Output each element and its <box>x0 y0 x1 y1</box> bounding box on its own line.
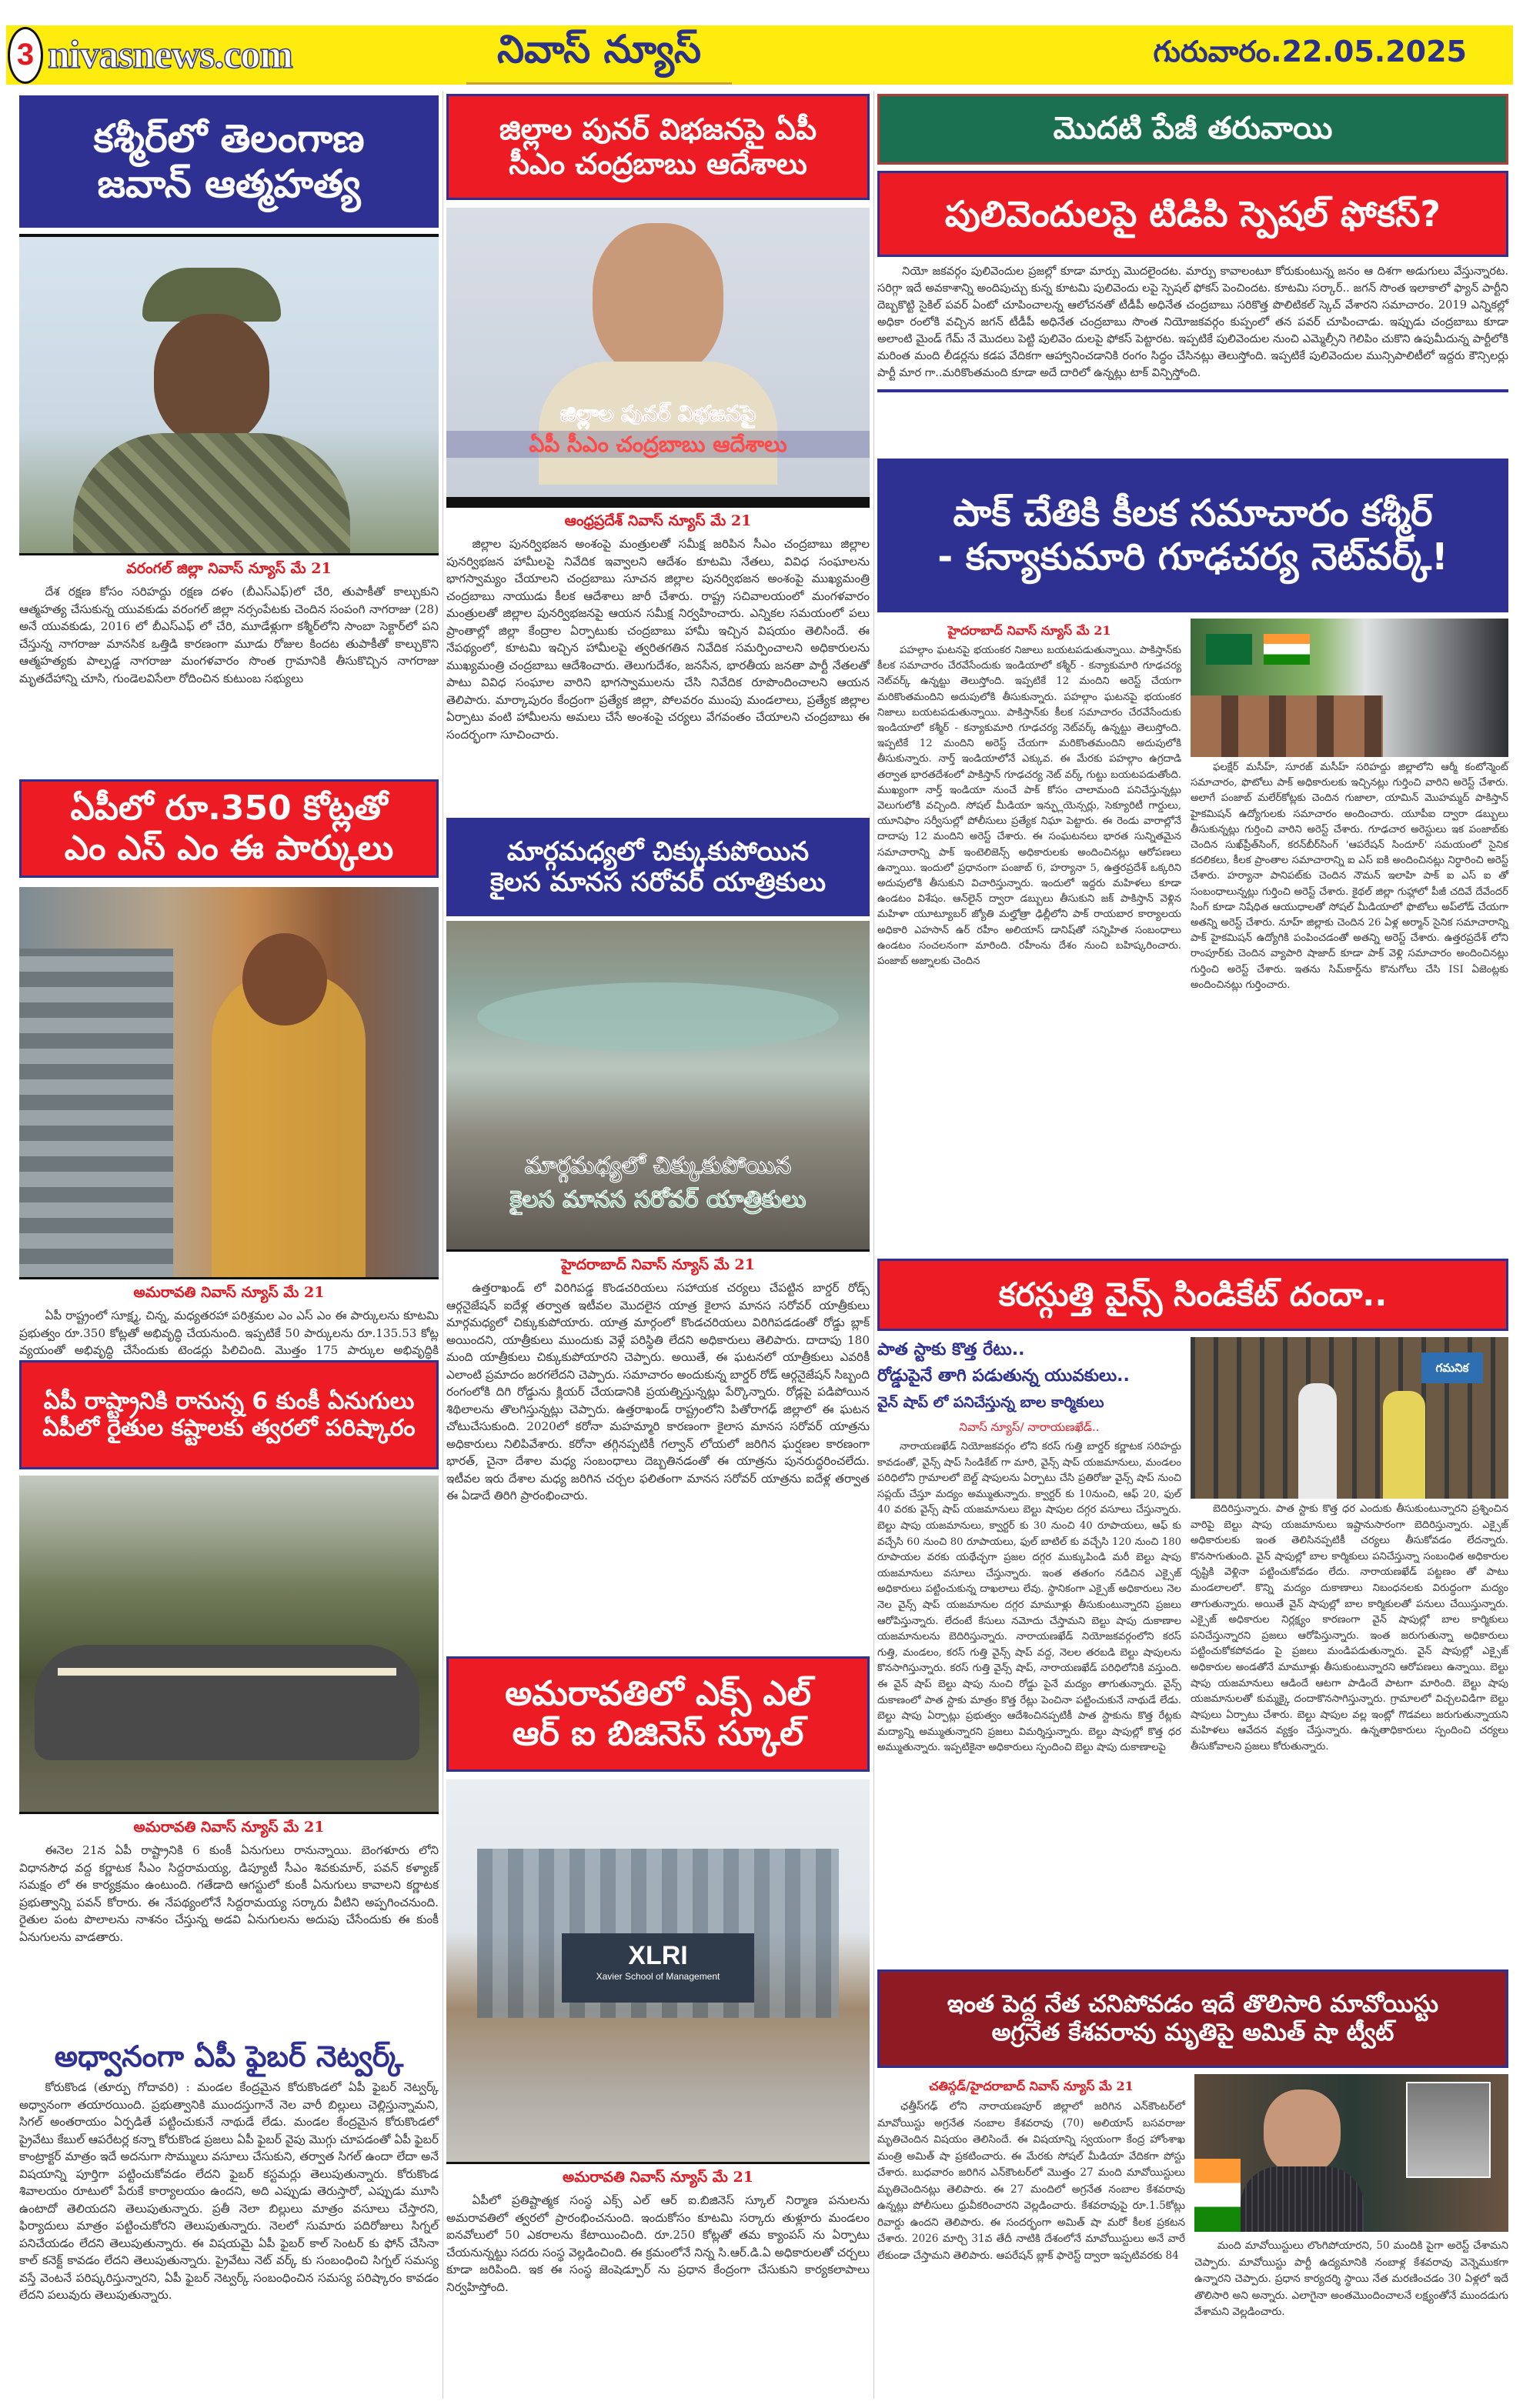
headline-line: మార్గమధ్యలో చిక్కుకుపోయిన <box>506 835 810 867</box>
article-body <box>877 2099 1185 2264</box>
article-kailash <box>446 818 870 1505</box>
front-page-continued-banner: మొదటి పేజీ తరువాయి <box>877 94 1508 165</box>
face-shape <box>154 314 269 445</box>
dateline: హైదరాబాద్ నివాస్ న్యూస్ మే 21 <box>947 623 1111 638</box>
machine-shape <box>19 949 173 1279</box>
headline <box>19 779 439 878</box>
photo-workers <box>19 887 439 1279</box>
dateline: చతిస్గడ్/హైదరాబాద్ నివాస్ న్యూస్ మే 21 <box>929 2079 1134 2093</box>
article-maoist <box>877 1969 1508 2321</box>
boy-shape <box>1383 1391 1425 1499</box>
headline: పులివెందులపై టిడిపి స్పెషల్ ఫోకస్? <box>877 171 1508 257</box>
vest-shape <box>1241 2166 1364 2232</box>
article-districts <box>446 94 870 743</box>
headline <box>446 94 870 200</box>
article-body <box>1191 1502 1508 1756</box>
subheading: వైన్ షాప్ లో పనిచేస్తున్న బాల కార్మికులు <box>877 1394 1104 1411</box>
photo-caption: కైలస మానస సరోవర్ యాత్రికులు <box>509 1186 807 1213</box>
india-flag-icon <box>1194 2159 1241 2232</box>
masthead <box>6 25 1513 85</box>
dateline: నివాస్ న్యూస్/ నారాయణఖేడ్.. <box>959 1420 1100 1434</box>
paragraph: ఛత్తీస్‌గఢ్ లోని నారాయణపూర్ జిల్లాలో జరిగిన ఎన్‌కౌంటర్‌లో మావోయిస్టు అగ్రనేత నంబాల కేశవరావు (70) అలియాస్ బసవరాజు మృతిచెందిన విషయం తెలిసిందే. ఈ విషయాన్ని స్వయంగా కేంద్ర హోంశాఖ మంత్రి అమిత్ షా ప్రకటించారు. ఈ మేరకు సోషల్ మీడియా వేదికగా పోస్టు చేశారు. బుధవారం జరిగిన ఎన్‌కౌంటర్‌లో మొత్తం 27 మంది మావోయిస్టులు మృతిచెందినట్లు తెలిపారు. ఈ 27 మందిలో అగ్రనేత నంబాల కేశవరావు ఉన్నట్లు పోలీసులు ధ్రువీకరించారని వెల్లడించారు. కేశవరావుపై రూ.1.5కోట్లు రివార్డు ఉందని తెలిపారు. ఈ సందర్భంగా అమిత్ షా మరో కీలక ప్రకటన చేశారు. 2026 మార్చి 31వ తేదీ నాటికి దేశంలోనే మావోయిస్టులు అనే వారే లేకుండా చేస్తామని తెలిపారు. ఆపరేషన్ బ్లాక్ ఫారెస్ట్ ద్వారా ఇప్పటివరకు 84 <box>877 2100 1185 2262</box>
face-shape <box>1264 2089 1341 2174</box>
paragraph: ఫలక్షేర్ మసీహ్, సూరజ్ మసీహ్ సరిహద్దు జిల్లాలోని ఆర్మీ కంటోన్మెంట్ సమాచారం, ఫొటోలు పాక్ అధికారులకు ఇచ్చినట్లు గుర్తించి వారిని అరెస్ట్ చేశారు. అలాగే పంజాబ్ మలేర్‌కోట్లకు చెందిన గుజాలా, యామిన్ మొహమ్మద్ పాకిస్తాన్ హైకమిషన్ ఉద్యోగులకు సమాచారం అందించారు. యూపీఐ ద్వారా డబ్బులు తీసుకున్నట్లు గుర్తించి వారిని అరెస్ట్ చేశారు. గూఢచార అరెస్టులు ఇక పంజాబ్‌కు చెందిన సుఖ్‌ప్రీత్‌సింగ్, కరన్‌బీర్‌సింగ్ 'ఆపరేషన్ సిందూర్' సమయంలో సైనిక కదలికలు, కీలక ప్రాంతాల సమాచారాన్ని ఐ ఎస్ ఐకి అందించినట్లు నిర్ధారించి అరెస్ట్ చేశారు. హర్యానా పానిపట్‌కు చెందిన నౌమన్ ఇలాహి పాక్ ఐ ఎస్ ఐ తో సంబంధాలున్నట్లు గుర్తించి అరెస్ట్ చేశారు. కైథల్ జిల్లా గుహ్లాలో పీజీ చదివే దేవేందర్ సింగ్ కూడా నిషేధిత ఆయుధాలతో సోషల్ మీడియాలో ఫొటోలు అప్‌లోడ్ చేయగా అతన్ని అరెస్ట్ చేశారు. నూహ్ జిల్లాకు చెందిన 26 ఏళ్ల అర్మాన్ సైనిక సమాచారాన్ని పాక్ హైకమిషన్ ఉద్యోగికి పంపించడంతో అతన్ని అరెస్ట్ చేశారు. ఉత్తరప్రదేశ్ లోని రాంపూర్‌కు చెందిన వ్యాపారి షాజాద్ కూడా పాక్ వెళ్లి సమాచారం అందించినట్లు గుర్తించి అరెస్ట్ చేశారు. ఇతను సిమ్‌కార్డ్‌ను కొనుగోలు చేసి ISI ఏజెంట్లకు అందించినట్లు గుర్తించారు. <box>1191 762 1508 991</box>
headline <box>877 1969 1508 2068</box>
paragraph: ఉత్తరాఖండ్ లో విరిగిపడ్డ కొండచరియలు సహాయక చర్యలు చేపట్టిన బార్డర్ రోడ్స్ ఆర్గనైజేషన్ ఐదేళ్ల తర్వాత ఇటీవల మొదలైన యాత్ర కైలాస మానస సరోవర్ యాత్రీకులు మార్గమధ్యలో చిక్కుకుపోయారు. యాత్ర మార్గంలో కొండచరియలు విరిగిపడడంతో రోడ్డు బ్లాక్ అయిందని, యాత్రీకులు ముందుకు వెళ్లే పరిస్థితి లేదని అధికారులు తెలిపారు. దాదాపు 180 మంది యాత్రీకులు చిక్కుకుపోయారని చెప్పారు. అయితే, ఈ ఘటనలో యాత్రీకులు ఎవరికీ ఎలాంటి ప్రమాదం జరగలేదని చెప్పారు. సమాచారం అందుకున్న బార్డర్ రోడ్ ఆర్గనైజేషన్ సిబ్బంది రంగంలోకి దిగి రోడ్డును క్లియర్ చేయడానికి ప్రయత్నిస్తున్నట్లు పేర్కొన్నారు. రోడ్లపై పడిపోయిన శిథిలాలను తొలగిస్తున్నట్లు చెప్పారు. ఉత్తరాఖండ్ రాష్ట్రంలోని పితోరాగఢ్ జిల్లాలో ఈ ఘటన చోటుచేసుకుంది. 2020లో కరోనా మహమ్మారి కారణంగా కైలాస మానస సరోవర్ యాత్రను అధికారులు నిలిపివేశారు. కరోనా తగ్గినప్పటికీ గల్వాన్ లోయలో జరిగిన ఘర్షణల కారణంగా భారత్, చైనా దేశాల మధ్య సంబంధాలు దెబ్బతినడంతో ఈ యాత్రను పునరుద్ధరించలేదు. ఇటీవల ఇరు దేశాల మధ్య జరిగిన చర్చల ఫలితంగా మానస సరోవర్ యాత్రను ఐదేళ్ల తర్వాత ఈ ఏడాదే తిరిగి ప్రారంభించారు. <box>446 1281 870 1502</box>
headline-line: కైలస మానస సరోవర్ యాత్రికులు <box>489 867 827 898</box>
sign-text: XLRI <box>628 1941 688 1970</box>
paragraph: బెదిరిస్తున్నారు. పాత స్టాకు కొత్త ధర ఎందుకు తీసుకుంటున్నారని ప్రశ్నించిన వారిపై బెల్టు షాపు యజమానులు ఇష్టానుసారంగా బెదిరిస్తున్నారు. ఎక్సైజ్ అధికారులకు ఇంత తెలిసినప్పటికీ చర్యలు తీసుకోవడం లేదన్నారు. కొనసాగుతుంది. వైన్ షాపుల్లో బాల కార్మికులు పనిచేస్తున్నా సంబంధిత అధికారుల దృష్టికి వెళ్లినా పట్టించుకోవడం లేదు. నారాయణఖేడ్ పట్టణం తో పాటు మండలాలలో. కొన్ని మద్యం దుకాణాలు నిబంధనలకు విరుద్ధంగా మద్యం తాగుతున్నారు. అయితే వైన్ షాపుల్లో బాల కార్మికులతో పనులు చేయిస్తున్నారు. ఎక్సైజ్ అధికారుల నిర్లక్ష్యం కారణంగా వైన్ షాపుల్లో బాల కార్మికులు పనిచేస్తున్నారని ప్రజలు ఆరోపిస్తున్నారు. ఇంత జరుగుతున్నా అధికారులు పట్టించుకోకపోవడం పై ప్రజలు మండిపడుతున్నారు. వైన్ షాపుల్లో ఎక్సైజ్ అధికారుల అండతోనే మామూళ్లు తీసుకుంటున్నారని ఆరోపణలు ఉన్నాయి. బెల్టు షాపు యజమానులు ఆడిందే ఆటగా పాడిందే పాటగా మారింది. బెల్టు షాపు యజమానులతో కుమ్మక్కై దందాకొనసాగిస్తున్నారు. గ్రామాలలో విచ్చలవిడిగా బెల్టు షాపులు ఏర్పాటు చేశారు. బెల్టు షాపుల వల్ల ఇంట్లో గొడవలు జరుగుతున్నాయని మహిళలు ఆవేదన వ్యక్తం చేస్తున్నారు. ఉన్నతాధికారులు స్పందించి చర్యలు తీసుకోవాలని ప్రజలు కోరుతున్నారు. <box>1191 1503 1508 1753</box>
elephants-shape <box>35 1645 419 1760</box>
photo-wine-shop <box>1191 1337 1508 1499</box>
headline <box>877 459 1508 612</box>
article-body <box>19 1842 439 1946</box>
paragraph: కోరుకొండ (తూర్పు గోదావరి) : మండల కేంద్రమైన కోరుకొండలో ఏపీ ఫైబర్ నెట్వర్క్ అధ్వానంగా తయారయింది. ప్రభుత్వానికి ముందస్తుగానే నెల వారీ బిల్లులు చెల్లిస్తున్నామని, సిగల్ అంతరాయం ఏర్పడితే పట్టించుకునే నాథుడే లేడు. మండల కేంద్రమైన కోరుకొండలో ప్రైవేటు కేబుల్ ఆపరేటర్ల కన్నా కోరుకొండ ప్రజలు ఏపీ ఫైబర్ వైపు మొగ్గు చూపడంతో ఏపీ ఫైబర్ కాంట్రాక్టర్ మాత్రం ఇదే అదనుగా సొమ్ములు వసూలు చేసుకుని, తర్వాత సిగల్ ఉందా లేదా అనే విషయాన్ని పూర్తిగా పట్టించుకోవడం లేదని ఫైబర్ కస్టమర్లు తెలుపుతున్నారు. కోరుకొండ శివాలయం రూటులో పేరుకే కార్యాలయం ఉందని, అది ఎప్పుడు తెరుస్తారో, ఎప్పుడు మూసి ఉంటాదో తెలియదని తెలుపుతున్నారు. ప్రతీ నెలా బిల్లులు మాత్రం వసూలు చేస్తారని, ఫిర్యాదులు మాత్రం పట్టించుకోరని తెలుపుతున్నారు. నెలలో సుమారు పదిరోజులు సిగ్నల్ పనిచేయడం లేదని తెలుపుతున్నారు. ఈ విషయమై ఏపీ ఫైబర్ కాల్ సెంటర్ కు ఫోన్ చేసినా కాల్ కనెక్ట్ కావడం లేదని తెలుపుతున్నారు. ప్రైవేటు నెట్ వర్క్ కు సంబంధించి సిగ్నల్ సమస్య వస్తే వెంటనే పరిష్కరిస్తున్నారని, ఏపీ ఫైబర్ నెట్వర్క్ సంబంధించిన సమస్య పరిష్కారం కావడం లేదని పలువురు తెలుపుతున్నారు. <box>19 2080 439 2302</box>
paragraph: దేశ రక్షణ కోసం సరిహద్దు రక్షణ దళం (బీఎస్ఎఫ్)లో చేరి, తుపాకీతో కాల్చుకుని ఆత్మహత్య చేసుకున్న యువకుడు వరంగల్ జిల్లా నర్సంపేటకు చెందిన సంపంగి నాగరాజు (28) అనే యువకుడు, 2016 లో బీఎస్ఎఫ్ లో చేరి, మూడేళ్లుగా కశ్మీర్‌లోని సాంబా సెక్టార్‌లో పని చేస్తున్న నాగరాజు మానసిక ఒత్తిడి కారణంగా మూడు రోజుల కిందట తుపాకీతో కాల్చుకొని ఆత్మహత్యకు పాల్పడ్డ నాగరాజు మంగళవారం సొంత గ్రామానికి తీసుకొచ్చిన నాగరాజు మృతదేహాన్ని చూసి, గుండెలవిసేలా రోదించిన కుటుంబ సభ్యులు <box>19 585 439 685</box>
photo-amit-shah <box>1194 2074 1508 2232</box>
paragraph: మంది మావోయిస్టులు లొంగిపోయారని, 50 మందికి పైగా అరెస్ట్ చేశామని చెప్పారు. మావోయిస్టు పార్టీ ఉద్యమానికి నంబాళ్ల కేశవరావు వెన్నెముకగా ఉన్నారని చెప్పారు. ప్రధాన కార్యదర్శి స్థాయి నేత మరణించడం 30 ఏళ్లలో ఇదే తొలిసారి అని అన్నారు. ఎలాగైనా అంతమొందించాలనే లక్ష్యంతోనే ముందడుగు వేశామని వెల్లడించారు. <box>1194 2240 1508 2318</box>
article-body <box>1191 760 1508 993</box>
article-body <box>19 583 439 687</box>
paragraph: పహల్గాం ఘటనపై భయంకర నిజాలు బయటపడుతున్నాయి. పాకిస్తాన్‌కు కీలక సమాచారం చేరవేసేందుకు ఇండియాలో కశ్మీర్ - కన్యాకుమారి గూఢచర్య నెట్‌వర్క్ ఉన్నట్టు తెలుస్తోంది. ఇప్పటికే 12 మందిని అరెస్ట్ చేయగా మరికొంతమందిని అదుపులోకి తీసుకున్నారు. పహల్గాం ఘటనపై భయంకర నిజాలు బయటపడుతున్నాయి. పాకిస్తాన్‌కు కీలక సమాచారం చేరవేసేందుకు ఇండియాలో కశ్మీర్ - కన్యాకుమారి గూఢచర్య నెట్‌వర్క్ ఉన్నట్టు తెలుస్తోంది. ఇప్పటికే 12 మందిని అరెస్ట్ చేయగా మరికొంతమందిని అదుపులోకి తీసుకున్నారు. నార్త్ ఇండియాలోనే ఎక్కువ. ఈ మేరకు పహల్గాం ఉగ్రదాడి తర్వాత భారతదేశంలో పాకిస్తాన్ గూఢచర్య నెట్ వర్క్ గుట్టు బయటపడుతోంది. ముఖ్యంగా నార్త్ ఇండియా నుంచే పాక్ కోసం చాలామంది పనిచేస్తున్నట్లు వెలుగులోకి వచ్చింది. సోషల్ మీడియా ఇన్ఫ్లుయెన్సర్లు, సెక్యూరిటీ గార్డులు, యూనిఫాం సర్వీసుల్లో పోలీసులు ప్రత్యేక నిఘా పెట్టారు. ఈ రెండు వారాల్లోనే దాదాపు 12 మందిని అరెస్ట్ చేశారు. ఈ సంఘటనలు భారత సున్నితమైన సమాచారాన్ని పాక్ ఇంటెలిజెన్స్ అధికారులకు అందించినట్లు ఆరోపణలు ఉన్నాయి. ఇందులో ప్రధానంగా పంజాబ్ 6, హర్యానా 5, ఉత్తరప్రదేశ్ ఒక్కరిని అదుపులోకి తీసుకుని విచారిస్తున్నారు. ఇందులో ఇద్దరు మహిళలు కూడా ఉండటం విశేషం. ఆన్‌లైన్ ద్వారా డబ్బులు తీసుకుని జక్ పాకిస్తాన్ వెళ్లిన మహిళా యూట్యూబర్ జ్యోతి మల్హోత్రా ఢిల్లీలోని పాక్ రాయబార కార్యాలయ అధికారి ఎహసాన్ ఉర్ రహీం అలియాస్ డానిష్‌తో సన్నిహిత సంబంధాలు ఉండటం సంచలనంగా మారింది. రహీంను దేశం నుంచి బహిష్కరించారు. పంజాబ్ అజ్నాలకు చెందిన <box>877 645 1181 968</box>
photo-landslide <box>446 921 870 1252</box>
article-body <box>446 1279 870 1505</box>
person-shape <box>242 933 327 1026</box>
subheading: రోడ్డుపైనే తాగి పడుతున్న యువకులు.. <box>877 1366 1130 1386</box>
article-body <box>877 263 1508 382</box>
headline-line: ఏపీలో రూ.350 కోట్లతో <box>70 789 388 829</box>
article-fiber <box>19 2037 439 2304</box>
headline: కరస్గుత్తి వైన్స్ సిండికేట్ దందా.. <box>877 1259 1508 1331</box>
article-wines <box>877 1259 1508 1756</box>
headline-line: అమరావతిలో ఎక్స్ ఎల్ <box>505 1674 811 1714</box>
headline-line: పాక్ చేతికి కీలక సమాచారం కశ్మీర్ <box>953 492 1433 535</box>
column-right <box>877 91 1508 2318</box>
headline: అధ్వానంగా ఏపీ ఫైబర్ నెట్వర్క్ <box>54 2039 404 2073</box>
inset-photo-keshavarao <box>1406 2082 1491 2178</box>
article-body <box>446 535 870 743</box>
article-xlri <box>446 1656 870 2296</box>
divider <box>877 389 1508 392</box>
photo-chandrababu <box>446 208 870 508</box>
pakistan-flag-icon <box>1206 634 1252 665</box>
headline-line: ఎం ఎస్ ఎం ఈ పార్కులు <box>64 829 394 868</box>
photo-caption: మార్గమధ్యలో చిక్కుకుపోయిన <box>524 1152 792 1179</box>
issue-date: గురువారం.22.05.2025 <box>1153 34 1467 68</box>
headline-line: ఏపీలో రైతుల కష్టాలకు త్వరలో పరిష్కారం <box>42 1415 416 1442</box>
india-flag-icon <box>1264 634 1310 665</box>
article-body <box>1194 2238 1508 2321</box>
dateline: అమరావతి నివాస్ న్యూస్ మే 21 <box>133 1819 325 1836</box>
article-body <box>19 2079 439 2304</box>
site-name[interactable]: nivasnews.com <box>48 33 292 77</box>
river-shape <box>477 982 839 1052</box>
paragraph: నారాయణఖేడ్ నియోజకవర్గం లోని కరస్ గుత్తి బార్డర్ కర్ణాటక సరిహద్దు కావడంతో, వైన్స్ షాప్ సిండికేట్ గా మారి, వైన్స్ షాప్ యజమానులు, మండలం పరిధిలోని గ్రామాలలో బెల్ట్ షాపులను ఏర్పాటు చేసి ప్రతిరోజు వైన్స్ షాప్ నుంచి సప్లయ్ చేస్తూ మద్యం అమ్ముతున్నారు. క్వార్టర్ కు 10నుంచి, ఆఫ్ 20, ఫుల్ 40 వరకు వైన్స్ షాప్ యజమానులు బెల్టు షాపుల దగ్గర వసూలు చేస్తున్నారు. బెల్టు షాపు యజమానులు, క్వార్టర్ కు 30 నుంచి 40 రూపాయలు, ఆఫ్ కు వచ్చేసి 60 నుంచి 80 రూపాయలు, ఫుల్ బాటిల్ కు వచ్చేసి 120 నుంచి 180 రూపాయల వరకు యథేచ్ఛగా ప్రజల దగ్గర ముక్కుపిండి మరీ బెల్టు షాపు యజమానులు వసూలు చేస్తున్నారు. ఇంత తతంగం నడిచిన ఎక్సైజ్ అధికారులు పట్టించుకున్న దాఖలాలు లేవు. స్థానికంగా ఎక్సైజ్ అధికారులు నెల నెల వైన్స్ షాప్ యజమానుల దగ్గర మామూళ్లు తీసుకుంటున్నారని ప్రజలు ఆరోపిస్తున్నారు. లేదంటే కేసులు నమోదు చేస్తామని బెల్టు షాపు దుకాణాల యజమానులను బెదిరిస్తున్నారు. నారాయణఖేడ్ నియోజకవర్గంలోని కరస్ గుత్తి, మండలం, కరస్ గుత్తి వైన్స్ షాప్ వద్ద, నెలల తరబడి బెల్టు షాపులను కొనసాగిస్తున్నారు. కరస్ గుత్తి వైన్స్ షాప్, నారాయణఖేడ్ పరిధిలోనికి వస్తుంది. ఈ వైన్ షాప్ బెల్టు షాపు నుంచి రోడ్డు పైనే మద్యం తాగుతున్నారు. వైన్స్ దుకాణంలో పాత స్టాకు మాత్రం కొత్త రేట్లు పెంచినా పట్టించుకునే నాథుడే లేడు. బెల్టు షాపు ఏర్పాట్లు ప్రభుత్వం ఆదేశించినప్పటికీ పాత స్టాకును కొత్త రేట్లకు మద్యాన్ని అమ్ముతున్నారని ప్రజలు విమర్శిస్తున్నారు. బెల్టు షాపుల్లో కొత్త ధర అమ్ముతున్నారు. ఇప్పటికైనా అధికారులు స్పందించి బెల్టు షాపు దుకాణాలపై <box>877 1441 1181 1754</box>
subheading: పాత స్టాకు కొత్త రేటు.. <box>877 1340 1025 1359</box>
page-number: 3 <box>8 27 43 84</box>
headline-line: అగ్రనేత కేశవరావు మృతిపై అమిత్ షా ట్వీట్ <box>991 2019 1394 2046</box>
column-rule <box>873 91 874 2399</box>
paragraph: ఏపీ రాష్ట్రంలో సూక్ష్మ, చిన్న, మధ్యతరహా పరిశ్రమల ఎం ఎస్ ఎం ఈ పార్కులను కూటమి ప్రభుత్వం రూ.350 కోట్లతో అభివృద్ధి చేయనుంది. ఇప్పటికే 50 పార్కులను రూ.135.53 కోట్ల వ్యయంతో అభివృద్ధి చేసేందుకు టెండర్లు పిలిచింది. మొత్తం 175 పార్కుల అభివృద్ధికి <box>19 1309 439 1357</box>
photo-soldier <box>19 237 439 555</box>
newspaper-title: నివాస్ న్యూస్ <box>466 25 732 85</box>
paragraph: ఈనెల 21న ఏపీ రాష్ట్రానికి 6 కుంకీ ఏనుగులు రానున్నాయి. బెంగళూరు లోని విధానసౌధ వద్ద కర్ణాటక సీఎం సిద్దరామయ్య, డిప్యూటీ సీఎం శివకుమార్, పవన్ కళ్యాణ్ సమక్షం లో ఈ కార్యక్రమం ఉంటుంది. గతేడాది ఆగస్టులో కుంకీ ఏనుగులు కావాలని కర్ణాటక ప్రభుత్వాన్ని పవన్ కోరారు. ఈ నేపథ్యంలోనే సిద్దరామయ్య సర్కారు వీటిని అప్పగించనుంది. రైతుల పంట పొలాలను నాశనం చేస్తున్న అడవి ఏనుగులను అదుపు చేసేందుకు ఈ కుంకీ ఏనుగులను వాడతారు. <box>19 1843 439 1944</box>
headline <box>19 95 439 228</box>
headline-line: - కన్యాకుమారి గూఢచర్య నెట్‌వర్క్! <box>937 535 1448 579</box>
xlri-sign <box>562 1933 754 2003</box>
suspects-faces-shape <box>1191 695 1383 757</box>
photo-xlri-campus <box>446 1779 870 2164</box>
headline-line: జిల్లాల పునర్ విభజనపై ఏపీ <box>499 112 817 147</box>
article-spy-network <box>877 459 1508 993</box>
sign-subtext: Xavier School of Management <box>596 1971 720 1982</box>
article-body <box>877 643 1181 969</box>
boy-shape <box>1298 1383 1337 1499</box>
tusks-shape <box>58 1668 396 1676</box>
photo-elephants <box>19 1476 439 1814</box>
headline-line: సీఎం చంద్రబాబు ఆదేశాలు <box>509 147 807 181</box>
article-body <box>446 2192 870 2296</box>
headline-line: ఇంత పెద్ద నేత చనిపోవడం ఇదే తొలిసారి మావోయిస్టు <box>947 1990 1439 2019</box>
dateline: అమరావతి నివాస్ న్యూస్ మే 21 <box>563 2169 753 2186</box>
article-elephants <box>19 1360 439 1946</box>
paragraph: జిల్లాల పునర్విభజన అంశంపై మంత్రులతో సమీక్ష జరిపిన సీఎం చంద్రబాబు జిల్లాల పునర్విభజన హామీలపై నివేదిక ఇవ్వాలని ఆదేశం కూటమి నేతలు, వివిధ సంఘాలను భాగస్వామ్యం చేయాలని చంద్రబాబు సూచన జిల్లాల పునర్విభజన అంశంపై ముఖ్యమంత్రి చంద్రబాబు నాయుడు కీలక ఆదేశాలు జారీ చేశారు. రాష్ట్ర సచివాలయంలో మంగళవారం మంత్రులతో జిల్లాల పునర్విభజనపై ఆయన సమీక్ష నిర్వహించారు. ఎన్నికల సమయంలో పలు ప్రాంతాల్లో జిల్లా కేంద్రాల ఏర్పాటుకు చంద్రబాబు హామీ ఇచ్చిన విషయం తెలిసిందే. ఈ నేపథ్యంలో, కూటమి ఇచ్చిన హామీలపై త్వరితగతిన నివేదిక సమర్పించాలని అధికారులను ముఖ్యమంత్రి చంద్రబాబు ఆదేశించారు. తెలుగుదేశం, జనసేన, భారతీయ జనతా పార్టీ నేతలతో పాటు వివిధ సంఘాల వారిని భాగస్వాములను చేసి నివేదిక రూపొందించాలని ఆయన తెలిపారు. మార్కాపురం కేంద్రంగా ప్రత్యేక జిల్లా, పోలవరం ముంపు మండలాలు, ప్రత్యేక జిల్లాల ఏర్పాటు వంటి హామీలను అమలు చేసే అంశంపై చర్యలు వేగవంతం చేయాలని చంద్రబాబు ఈ సందర్భంగా సూచించారు. <box>446 537 870 742</box>
photo-spy-suspects <box>1191 619 1508 757</box>
article-msme <box>19 779 439 1394</box>
article-body <box>877 1439 1181 1756</box>
dateline: హైదరాబాద్ నివాస్ న్యూస్ మే 21 <box>561 1256 755 1273</box>
dateline: ఆంధ్రప్రదేశ్ నివాస్ న్యూస్ మే 21 <box>564 512 752 529</box>
paragraph: నియో జకవర్గం పులివెందుల ప్రజల్లో కూడా మార్పు మొదలైందట. మార్పు కావాలంటూ కోరుకుంటున్న జనం ఆ దిశగా అడుగులు వేస్తున్నారట. సరిగ్గా ఇదే అవకాశాన్ని అందిపుచ్చు కున్న కూటమి పులివెందు లపై స్పెషల్ ఫోకస్ పెంచిందట. కూటమి సర్కార్.. జగన్ సొంత ఇలాకాలో ఫ్యాన్ పార్టీని దెబ్బకొట్టి సైకిల్ పవర్ ఏంటో చూపించాలన్న ఆలోచనతో టీడీపీ అధినేత చంద్రబాబు సరికొత్త పొలిటికల్ స్కెచ్ వేశారని సమాచారం. 2019 ఎన్నికల్లో అధికా రంలోకి వచ్చిన జగన్ టీడీపీ అధినేత చంద్రబాబు సొంత నియోజకవర్గం కుప్పంలో తన పవర్ చూపించాడు. ఇప్పుడు చంద్రబాబు కూడా అలాంటి మైండ్ గేమ్ నే మొదలు పెట్టి పులివెం దులపై ఫోకస్ పెట్టారట. ఇప్పటికే పులివెందుల నుంచి ఎమ్మెల్సీని గెలిపిం చుకొని ఉపుమీదున్న పార్టీలోకి మరింత మంది లీడర్లను కడప వేదికగా ఆహ్వానించడానికి రంగం సిద్ధం చేసినట్లు తెలుస్తోంది. ఇప్పటికే పులివెందుల మున్సిపాలిటీలో ఇద్దరు కౌన్సిలర్లు పార్టీ మార గా..మరికొంతమంది కూడా అదే దారిలో ఉన్నట్లు టాక్ విన్పిస్తోంది. <box>877 265 1508 379</box>
article-pulivendula <box>877 94 1508 392</box>
headline-line: ఆర్ ఐ బిజినెస్ స్కూల్ <box>512 1714 804 1753</box>
dateline: వరంగల్ జిల్లా నివాస్ న్యూస్ మే 21 <box>126 560 332 577</box>
paragraph: ఏపీలో ప్రతిష్టాత్మక సంస్థ ఎక్స్ ఎల్ ఆర్ ఐ.బిజినెస్ స్కూల్ నిర్మాణ పనులను అమరావతిలో త్వరలో ప్రారంభించనుంది. ఇందుకోసం కూటమి సర్కారు తుళ్లూరు మండలం ఐనవోలులో 50 ఎకరాలను కేటాయించింది. రూ.250 కోట్లతో తమ క్యాంపస్ ను ఏర్పాటు చేయనున్నట్టు సదరు సంస్థ వెల్లడించింది. ఈ క్రమంలోనే నిన్న సి.ఆర్.డి.ఏ అధికారులతో చర్చలు కూడా జరిపింది. ఇక ఈ సంస్థ జెంషెడ్పూర్ ను ప్రధాన కేంద్రంగా చేసుకుని కార్యకలాపాలు నిర్వహిస్తోంది. <box>446 2193 870 2294</box>
photo-caption: జిల్లాల పునర్ విభజనపై <box>559 401 756 426</box>
headline <box>446 818 870 916</box>
face-shape <box>593 223 723 377</box>
photo-caption: ఏపీ సీఎం చంద్రబాబు ఆదేశాలు <box>446 431 870 458</box>
headline <box>19 1360 439 1469</box>
headline-line: జవాన్ ఆత్మహత్య <box>97 162 361 206</box>
article-kashmir-jawan <box>19 95 439 687</box>
headline-line: కశ్మీర్‌లో తెలంగాణ <box>93 116 365 161</box>
notice-sign: గమనిక <box>1421 1352 1483 1383</box>
headline-line: ఏపీ రాష్ట్రానికి రానున్న 6 కుంకీ ఏనుగులు <box>43 1387 415 1415</box>
column-left <box>19 91 439 2302</box>
uniform-shape <box>73 433 350 555</box>
headline <box>446 1656 870 1772</box>
dateline: అమరావతి నివాస్ న్యూస్ మే 21 <box>133 1284 325 1301</box>
column-middle <box>446 91 870 2294</box>
